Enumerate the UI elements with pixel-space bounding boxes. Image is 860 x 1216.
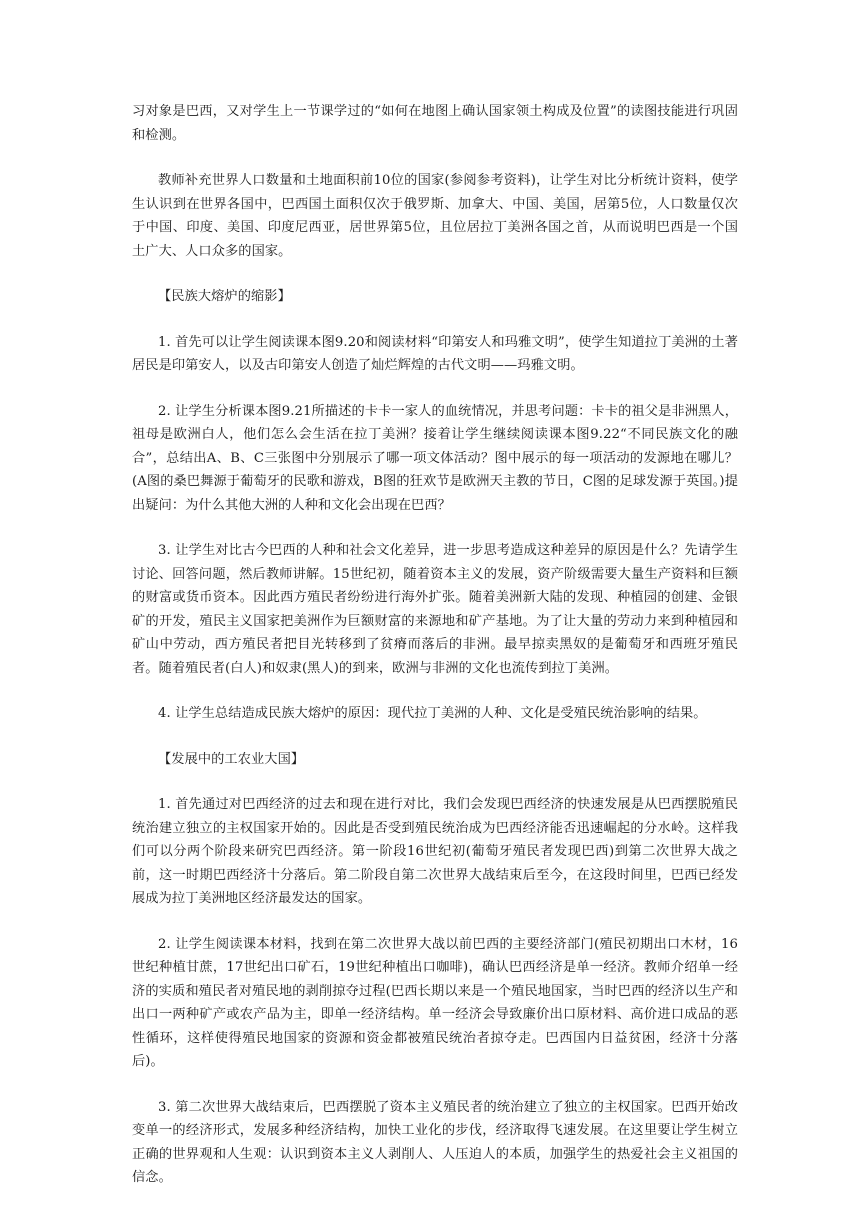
paragraph-economy-2: 2. 让学生阅读课本材料，找到在第二次世界大战以前巴西的主要经济部门(殖民初期出口木材，16世纪种植甘蔗，17世纪出口矿石，19世纪种植出口咖啡)，确认巴西经济是单一经济。教师介绍单一经济的实质和殖民者对殖民地的剥削掠夺过程(巴西长期以来是一个殖民地国家，当时巴西的经济以生产和出口一两种矿产或农产品为主，即单一经济结构。单一经济会导致廉价出口原材料、高价进口成品的恶性循环，这样使得殖民地国家的资源和资金都被殖民统治者掠夺走。巴西国内日益贫困，经济十分落后)。 bbox=[132, 936, 738, 1069]
paragraph-economy-1: 1. 首先通过对巴西经济的过去和现在进行对比，我们会发现巴西经济的快速发展是从巴西摆脱殖民统治建立独立的主权国家开始的。因此是否受到殖民统治成为巴西经济能否迅速崛起的分水岭。这样我们可以分两个阶段来研究巴西经济。第一阶段16世纪初(葡萄牙殖民者发现巴西)到第二次世界大战之前，这一时期巴西经济十分落后。第二阶段自第二次世界大战结束后至今，在这段时间里，巴西已经发展成为拉丁美洲地区经济最发达的国家。 bbox=[132, 797, 738, 906]
paragraph-population-area: 教师补充世界人口数量和土地面积前10位的国家(参阅参考资料)，让学生对比分析统计资料，使学生认识到在世界各国中，巴西国土面积仅次于俄罗斯、加拿大、中国、美国，居第5位，人口数量仅次于中国、印度、美国、印度尼西亚，居世界第5位，且位居拉丁美洲各国之首，从而说明巴西是一个国土广大、人口众多的国家。 bbox=[132, 173, 738, 259]
paragraph-melting-pot-3: 3. 让学生对比古今巴西的人种和社会文化差异，进一步思考造成这种差异的原因是什么？先请学生讨论、回答问题，然后教师讲解。15世纪初，随着资本主义的发展，资产阶级需要大量生产资料和巨额的财富或货币资本。因此西方殖民者纷纷进行海外扩张。随着美洲新大陆的发现、种植园的创建、金银矿的开发，殖民主义国家把美洲作为巨额财富的来源地和矿产基地。为了让大量的劳动力来到种植园和矿山中劳动，西方殖民者把目光转移到了贫瘠而落后的非洲。最早掠卖黑奴的是葡萄牙和西班牙殖民者。随着殖民者(白人)和奴隶(黑人)的到来，欧洲与非洲的文化也流传到拉丁美洲。 bbox=[132, 543, 738, 676]
paragraph-melting-pot-1: 1. 首先可以让学生阅读课本图9.20和阅读材料“印第安人和玛雅文明”，使学生知道拉丁美洲的土著居民是印第安人，以及古印第安人创造了灿烂辉煌的古代文明——玛雅文明。 bbox=[132, 334, 738, 373]
paragraph-economy-3: 3. 第二次世界大战结束后，巴西摆脱了资本主义殖民者的统治建立了独立的主权国家。巴西开始改变单一的经济形式，发展多种经济结构，加快工业化的步伐，经济取得飞速发展。在这里要让学生树立正确的世界观和人生观：认识到资本主义人剥削人、人压迫人的本质，加强学生的热爱社会主义祖国的信念。 bbox=[132, 1099, 738, 1185]
paragraph-intro-continuation: 习对象是巴西，又对学生上一节课学过的“如何在地图上确认国家领土构成及位置”的读图技能进行巩固和检测。 bbox=[132, 104, 738, 143]
section-heading-industrial-agricultural: 【发展中的工农业大国】 bbox=[158, 751, 305, 767]
section-heading-melting-pot: 【民族大熔炉的缩影】 bbox=[158, 289, 291, 304]
paragraph-melting-pot-4: 4. 让学生总结造成民族大熔炉的原因：现代拉丁美洲的人种、文化是受殖民统治影响的结果。 bbox=[158, 706, 707, 721]
document-body bbox=[132, 100, 738, 1212]
paragraph-melting-pot-2: 2. 让学生分析课本图9.21所描述的卡卡一家人的血统情况，并思考问题：卡卡的祖父是非洲黑人，祖母是欧洲白人，他们怎么会生活在拉丁美洲？接着让学生继续阅读课本图9.22“不同民族文化的融合”，总结出A、B、C三张图中分别展示了哪一项文体活动？图中展示的每一项活动的发源地在哪儿？(A图的桑巴舞源于葡萄牙的民歌和游戏，B图的狂欢节是欧洲天主教的节日，C图的足球发源于英国。)提出疑问：为什么其他大洲的人种和文化会出现在巴西？ bbox=[132, 403, 738, 513]
